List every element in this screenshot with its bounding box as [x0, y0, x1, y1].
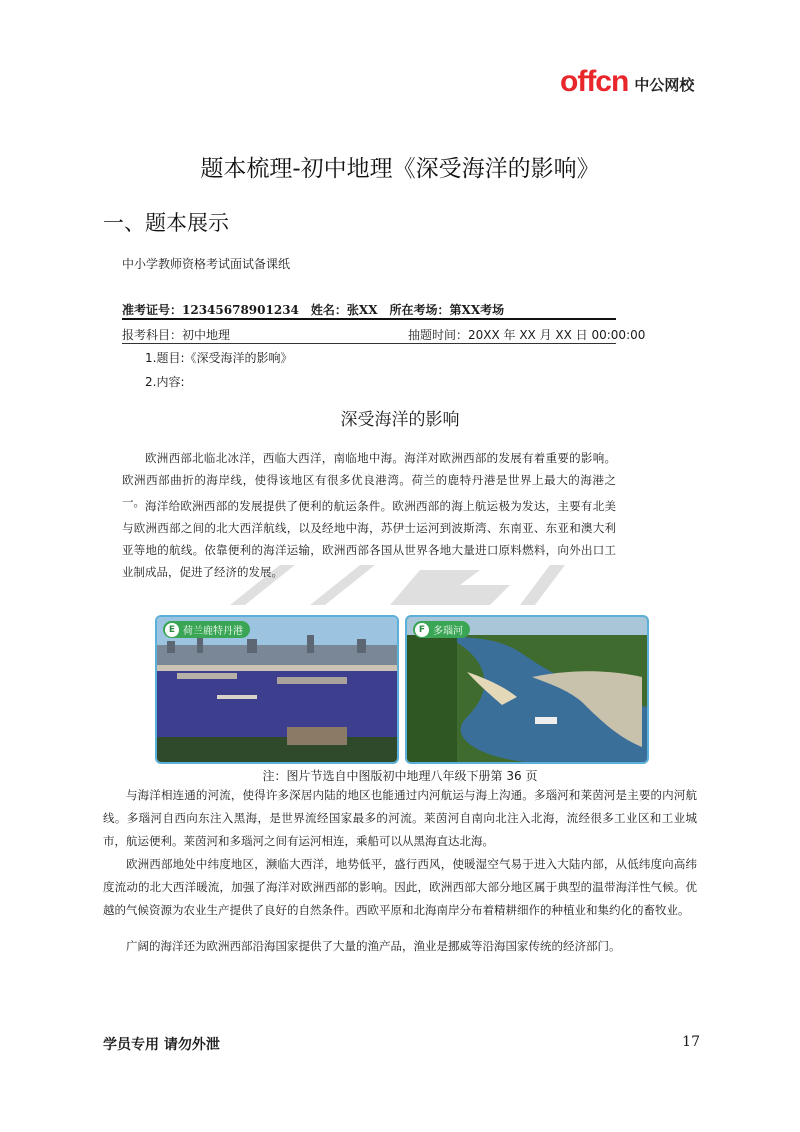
passage-title: 深受海洋的影响 — [340, 410, 460, 430]
tag-label-e: 荷兰鹿特丹港 — [183, 626, 243, 637]
photo-rotterdam-port — [155, 615, 399, 764]
figure-caption: 注：图片节选自中图版初中地理八年级下册第 36 页 — [262, 769, 538, 783]
tag-letter-e: E — [165, 623, 179, 637]
divider-thin — [122, 343, 616, 344]
port-illustration — [157, 617, 397, 762]
offcn-logo — [560, 62, 705, 102]
body-paragraph-climate: 欧洲西部地处中纬度地区，濒临大西洋，地势低平，盛行西风，使暖湿空气易于进入大陆内部，从低纬度向高纬度流动的北大西洋暖流，加强了海洋对欧洲西部的影响。因此，欧洲西部大部分地区属于典型的温带海洋性气候。优越的气候资源为农业生产提供了良好的自然条件。西欧平原和北海南岸分布着精耕细作的种植业和集约化的畜牧业。 — [103, 857, 697, 917]
body-paragraph-rivers: 与海洋相连通的河流，使得许多深居内陆的地区也能通过内河航运与海上沟通。多瑙河和莱茵河是主要的内河航线。多瑙河自西向东注入黑海，是世界流经国家最多的河流。莱茵河自南向北注入北海，流经很多工业区和工业城市，航运便利。莱茵河和多瑙河之间有运河相连，乘船可以从黑海直达北海。 — [103, 788, 697, 848]
paper-header: 中小学教师资格考试面试备课纸 — [122, 257, 291, 271]
item-content-label: 2.内容: — [145, 375, 185, 389]
body-paragraph-fishery: 广阔的海洋还为欧洲西部沿海国家提供了大量的渔产品，渔业是挪威等沿海国家传统的经济部门。 — [126, 939, 621, 953]
draw-time-line: 抽题时间：20XX 年 XX 月 XX 日 00:00:00 — [408, 328, 646, 342]
footer-notice: 学员专用 请勿外泄 — [103, 1037, 220, 1053]
divider-thick — [122, 318, 616, 320]
item-topic: 1.题目:《深受海洋的影响》 — [145, 351, 293, 365]
subject-line: 报考科目：初中地理 — [122, 328, 231, 342]
river-illustration — [407, 617, 647, 762]
page-number: 17 — [682, 1034, 700, 1050]
section-heading: 一、题本展示 — [103, 211, 229, 235]
photo-danube-river — [405, 615, 649, 764]
photo-tag-f — [413, 621, 470, 638]
logo-chinese: 中公网校 — [634, 75, 695, 94]
logo-latin: offcn — [560, 65, 629, 98]
tag-label-f: 多瑙河 — [433, 626, 463, 637]
page-title: 题本梳理-初中地理《深受海洋的影响》 — [200, 156, 600, 182]
watermark-graphic — [220, 560, 580, 610]
tag-letter-f: F — [415, 623, 429, 637]
photo-tag-e — [163, 621, 250, 638]
exam-info-line: 准考证号：12345678901234 姓名：张XX 所在考场：第XX考场 — [122, 303, 505, 317]
passage-paragraph-2: 海洋给欧洲西部的发展提供了便利的航运条件。欧洲西部的海上航运极为发达，主要有北美与欧洲西部之间的北大西洋航线，以及经地中海，苏伊士运河到波斯湾、东南亚、东亚和澳大利亚等地的航线。依靠便利的海洋运输，欧洲西部各国从世界各地大量进口原料燃料，向外出口工业制成品，促进了经济的发展。 — [122, 499, 616, 579]
passage-paragraph-1: 欧洲西部北临北冰洋，西临大西洋，南临地中海。海洋对欧洲西部的发展有着重要的影响。欧洲西部曲折的海岸线，使得该地区有很多优良港湾。荷兰的鹿特丹港是世界上最大的海港之一。 — [122, 451, 616, 509]
